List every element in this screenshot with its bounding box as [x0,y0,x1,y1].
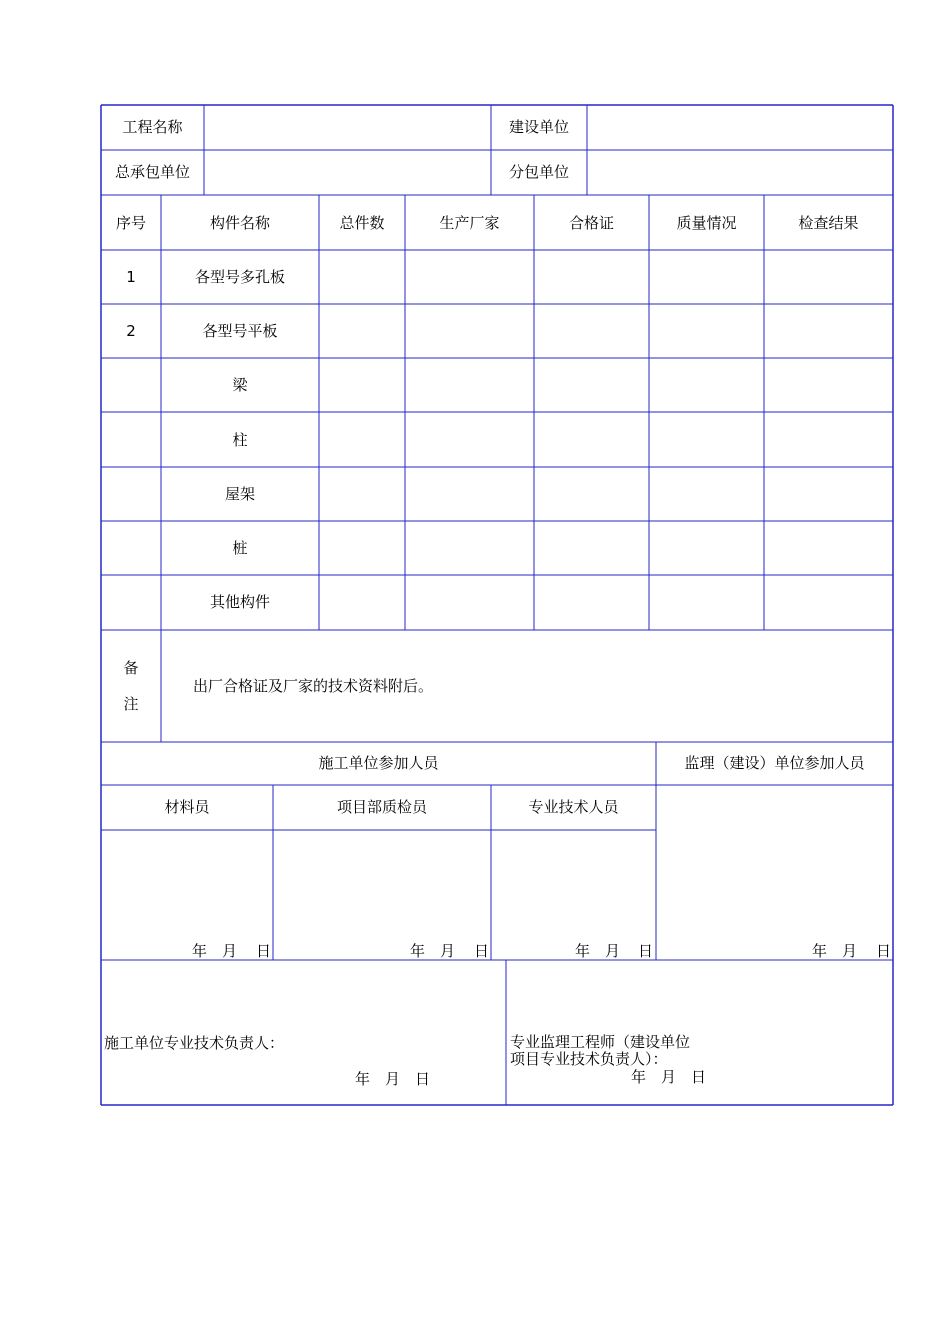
date-month: 月 [440,942,456,960]
date-day: 日 [638,942,654,960]
row-5-name: 屋架 [224,485,255,503]
column-header-no: 序号 [115,214,146,232]
date-month: 月 [842,942,858,960]
date-year: 年 [410,942,426,960]
column-header-manufacturer: 生产厂家 [439,214,500,232]
date-month: 月 [385,1070,401,1088]
remarks-label-line1: 备 [123,659,139,677]
date-month: 月 [605,942,621,960]
date-month: 月 [222,942,238,960]
supervision-participants-title: 监理（建设）单位参加人员 [684,754,865,772]
row-2-name: 各型号平板 [202,322,278,340]
column-header-total-count: 总件数 [339,214,385,232]
row-1-name: 各型号多孔板 [194,268,285,286]
row-1-no: 1 [126,268,136,286]
date-month: 月 [661,1068,677,1086]
general-contractor-label: 总承包单位 [114,163,190,181]
row-3-name: 梁 [232,376,248,394]
role-technical-staff: 专业技术人员 [528,798,619,816]
supervisor-label-line1: 专业监理工程师（建设单位 [510,1033,691,1051]
date-year: 年 [192,942,208,960]
column-header-result: 检查结果 [798,214,859,232]
column-header-component-name: 构件名称 [209,214,270,232]
row-6-name: 桩 [232,539,248,557]
remarks-text: 出厂合格证及厂家的技术资料附后。 [193,677,434,695]
owner-unit-label: 建设单位 [508,118,569,136]
date-year: 年 [812,942,828,960]
remarks-label-line2: 注 [123,695,139,713]
construction-lead-label: 施工单位专业技术负责人： [104,1034,285,1052]
project-name-label: 工程名称 [122,118,183,136]
role-quality-inspector: 项目部质检员 [336,798,427,816]
row-2-no: 2 [126,322,136,340]
date-year: 年 [575,942,591,960]
construction-participants-title: 施工单位参加人员 [318,754,439,772]
date-day: 日 [474,942,490,960]
column-header-quality: 质量情况 [676,214,737,232]
row-7-name: 其他构件 [209,593,270,611]
date-day: 日 [691,1068,707,1086]
role-material-clerk: 材料员 [164,798,210,816]
column-header-certificate: 合格证 [568,214,614,232]
row-4-name: 柱 [232,431,248,449]
date-day: 日 [876,942,892,960]
date-day: 日 [415,1070,431,1088]
date-year: 年 [355,1070,371,1088]
supervisor-label-line2: 项目专业技术负责人）： [510,1050,668,1068]
date-year: 年 [631,1068,647,1086]
subcontractor-label: 分包单位 [508,163,569,181]
date-day: 日 [256,942,272,960]
